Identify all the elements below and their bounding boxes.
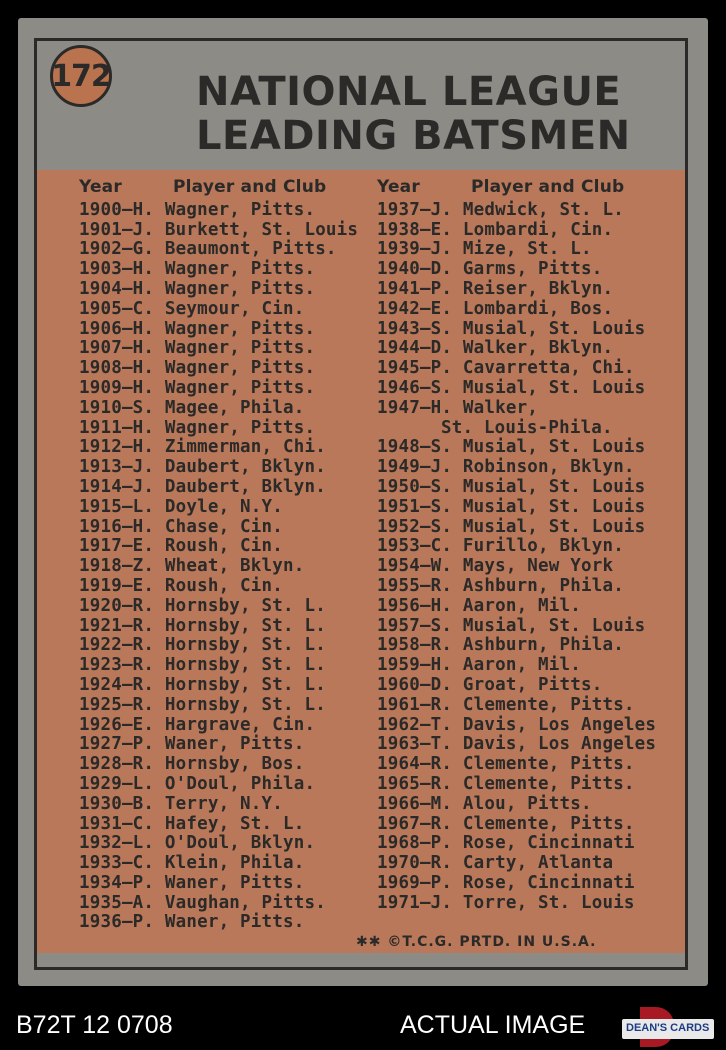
right-column-header <box>377 178 687 198</box>
table-row: 1971—J. Torre, St. Louis <box>377 892 635 913</box>
table-row: 1927—P. Waner, Pitts. <box>79 734 305 755</box>
table-row: 1964—R. Clemente, Pitts. <box>377 754 635 775</box>
table-row: 1960—D. Groat, Pitts. <box>377 674 603 695</box>
player-header: Player and Club <box>173 177 327 197</box>
table-row: 1966—M. Alou, Pitts. <box>377 793 592 814</box>
copyright-line: ✱✱ ©T.C.G. PRTD. IN U.S.A. <box>356 934 597 950</box>
table-row: 1933—C. Klein, Phila. <box>79 853 305 874</box>
player-header: Player and Club <box>471 177 625 197</box>
year-header: Year <box>79 177 122 197</box>
table-row: 1907—H. Wagner, Pitts. <box>79 338 316 359</box>
table-row: 1910—S. Magee, Phila. <box>79 397 305 418</box>
table-row: 1906—H. Wagner, Pitts. <box>79 318 316 339</box>
table-row: 1932—L. O'Doul, Bklyn. <box>79 833 316 854</box>
table-row: 1902—G. Beaumont, Pitts. <box>79 239 337 260</box>
table-row: St. Louis-Phila. <box>441 417 613 438</box>
table-row: 1962—T. Davis, Los Angeles <box>377 714 657 735</box>
title-line-2: LEADING BATSMEN <box>196 113 631 159</box>
table-row: 1958—R. Ashburn, Phila. <box>377 635 624 656</box>
table-row: 1904—H. Wagner, Pitts. <box>79 278 316 299</box>
table-row: 1935—A. Vaughan, Pitts. <box>79 892 326 913</box>
table-row: 1925—R. Hornsby, St. L. <box>79 694 326 715</box>
table-row: 1938—E. Lombardi, Cin. <box>377 219 614 240</box>
title-line-1: NATIONAL LEAGUE <box>196 69 622 115</box>
table-row: 1923—R. Hornsby, St. L. <box>79 655 326 676</box>
left-column <box>79 178 379 933</box>
table-row: 1944—D. Walker, Bklyn. <box>377 338 614 359</box>
table-row: 1905—C. Seymour, Cin. <box>79 298 305 319</box>
table-row: 1967—R. Clemente, Pitts. <box>377 813 635 834</box>
table-row: 1929—L. O'Doul, Phila. <box>79 773 316 794</box>
batting-leaders-table <box>37 170 685 953</box>
year-header: Year <box>377 177 420 197</box>
right-column <box>377 178 687 913</box>
table-row: 1931—C. Hafey, St. L. <box>79 813 305 834</box>
table-row: 1955—R. Ashburn, Phila. <box>377 575 624 596</box>
table-row: 1959—H. Aaron, Mil. <box>377 655 581 676</box>
table-row: 1914—J. Daubert, Bklyn. <box>79 476 326 497</box>
table-row: 1961—R. Clemente, Pitts. <box>377 694 635 715</box>
table-row: 1954—W. Mays, New York <box>377 556 614 577</box>
table-row: 1963—T. Davis, Los Angeles <box>377 734 657 755</box>
table-row: 1918—Z. Wheat, Bklyn. <box>79 556 305 577</box>
logo-text: DEAN'S CARDS <box>626 1022 710 1034</box>
table-row: 1912—H. Zimmerman, Chi. <box>79 437 326 458</box>
table-row: 1949—J. Robinson, Bklyn. <box>377 457 635 478</box>
table-row: 1903—H. Wagner, Pitts. <box>79 259 316 280</box>
table-row: 1921—R. Hornsby, St. L. <box>79 615 326 636</box>
table-row: 1965—R. Clemente, Pitts. <box>377 773 635 794</box>
table-row: 1924—R. Hornsby, St. L. <box>79 674 326 695</box>
table-row: 1943—S. Musial, St. Louis <box>377 318 646 339</box>
table-row: 1950—S. Musial, St. Louis <box>377 476 646 497</box>
table-row: 1968—P. Rose, Cincinnati <box>377 833 635 854</box>
table-row: 1909—H. Wagner, Pitts. <box>79 377 316 398</box>
table-row: 1970—R. Carty, Atlanta <box>377 853 614 874</box>
table-row: 1937—J. Medwick, St. L. <box>377 199 624 220</box>
table-row: 1911—H. Wagner, Pitts. <box>79 417 316 438</box>
table-row: 1945—P. Cavarretta, Chi. <box>377 358 635 379</box>
table-row: 1934—P. Waner, Pitts. <box>79 872 305 893</box>
catalog-id: B72T 12 0708 <box>16 1011 173 1039</box>
card-title <box>196 70 656 158</box>
table-row: 1915—L. Doyle, N.Y. <box>79 496 283 517</box>
table-row: 1940—D. Garms, Pitts. <box>377 259 603 280</box>
table-row: 1951—S. Musial, St. Louis <box>377 496 646 517</box>
table-row: 1908—H. Wagner, Pitts. <box>79 358 316 379</box>
table-row: 1928—R. Hornsby, Bos. <box>79 754 305 775</box>
table-row: 1947—H. Walker, <box>377 397 539 418</box>
table-row: 1941—P. Reiser, Bklyn. <box>377 278 614 299</box>
deans-cards-logo <box>612 1009 716 1047</box>
table-row: 1930—B. Terry, N.Y. <box>79 793 283 814</box>
table-row: 1957—S. Musial, St. Louis <box>377 615 646 636</box>
table-row: 1956—H. Aaron, Mil. <box>377 595 581 616</box>
table-row: 1900—H. Wagner, Pitts. <box>79 199 316 220</box>
table-row: 1946—S. Musial, St. Louis <box>377 377 646 398</box>
table-row: 1926—E. Hargrave, Cin. <box>79 714 316 735</box>
table-row: 1952—S. Musial, St. Louis <box>377 516 646 537</box>
table-row: 1948—S. Musial, St. Louis <box>377 437 646 458</box>
actual-image-label: ACTUAL IMAGE <box>400 1011 586 1039</box>
table-row: 1942—E. Lombardi, Bos. <box>377 298 614 319</box>
caption-bar <box>0 1005 726 1050</box>
card-number-badge: 172 <box>50 45 112 107</box>
table-row: 1953—C. Furillo, Bklyn. <box>377 536 624 557</box>
table-row: 1969—P. Rose, Cincinnati <box>377 872 635 893</box>
table-row: 1913—J. Daubert, Bklyn. <box>79 457 326 478</box>
table-row: 1901—J. Burkett, St. Louis <box>79 219 359 240</box>
table-row: 1919—E. Roush, Cin. <box>79 575 283 596</box>
table-row: 1920—R. Hornsby, St. L. <box>79 595 326 616</box>
table-row: 1936—P. Waner, Pitts. <box>79 912 305 933</box>
table-row: 1939—J. Mize, St. L. <box>377 239 592 260</box>
table-row: 1916—H. Chase, Cin. <box>79 516 283 537</box>
left-column-header <box>79 178 379 198</box>
table-row: 1917—E. Roush, Cin. <box>79 536 283 557</box>
table-row: 1922—R. Hornsby, St. L. <box>79 635 326 656</box>
